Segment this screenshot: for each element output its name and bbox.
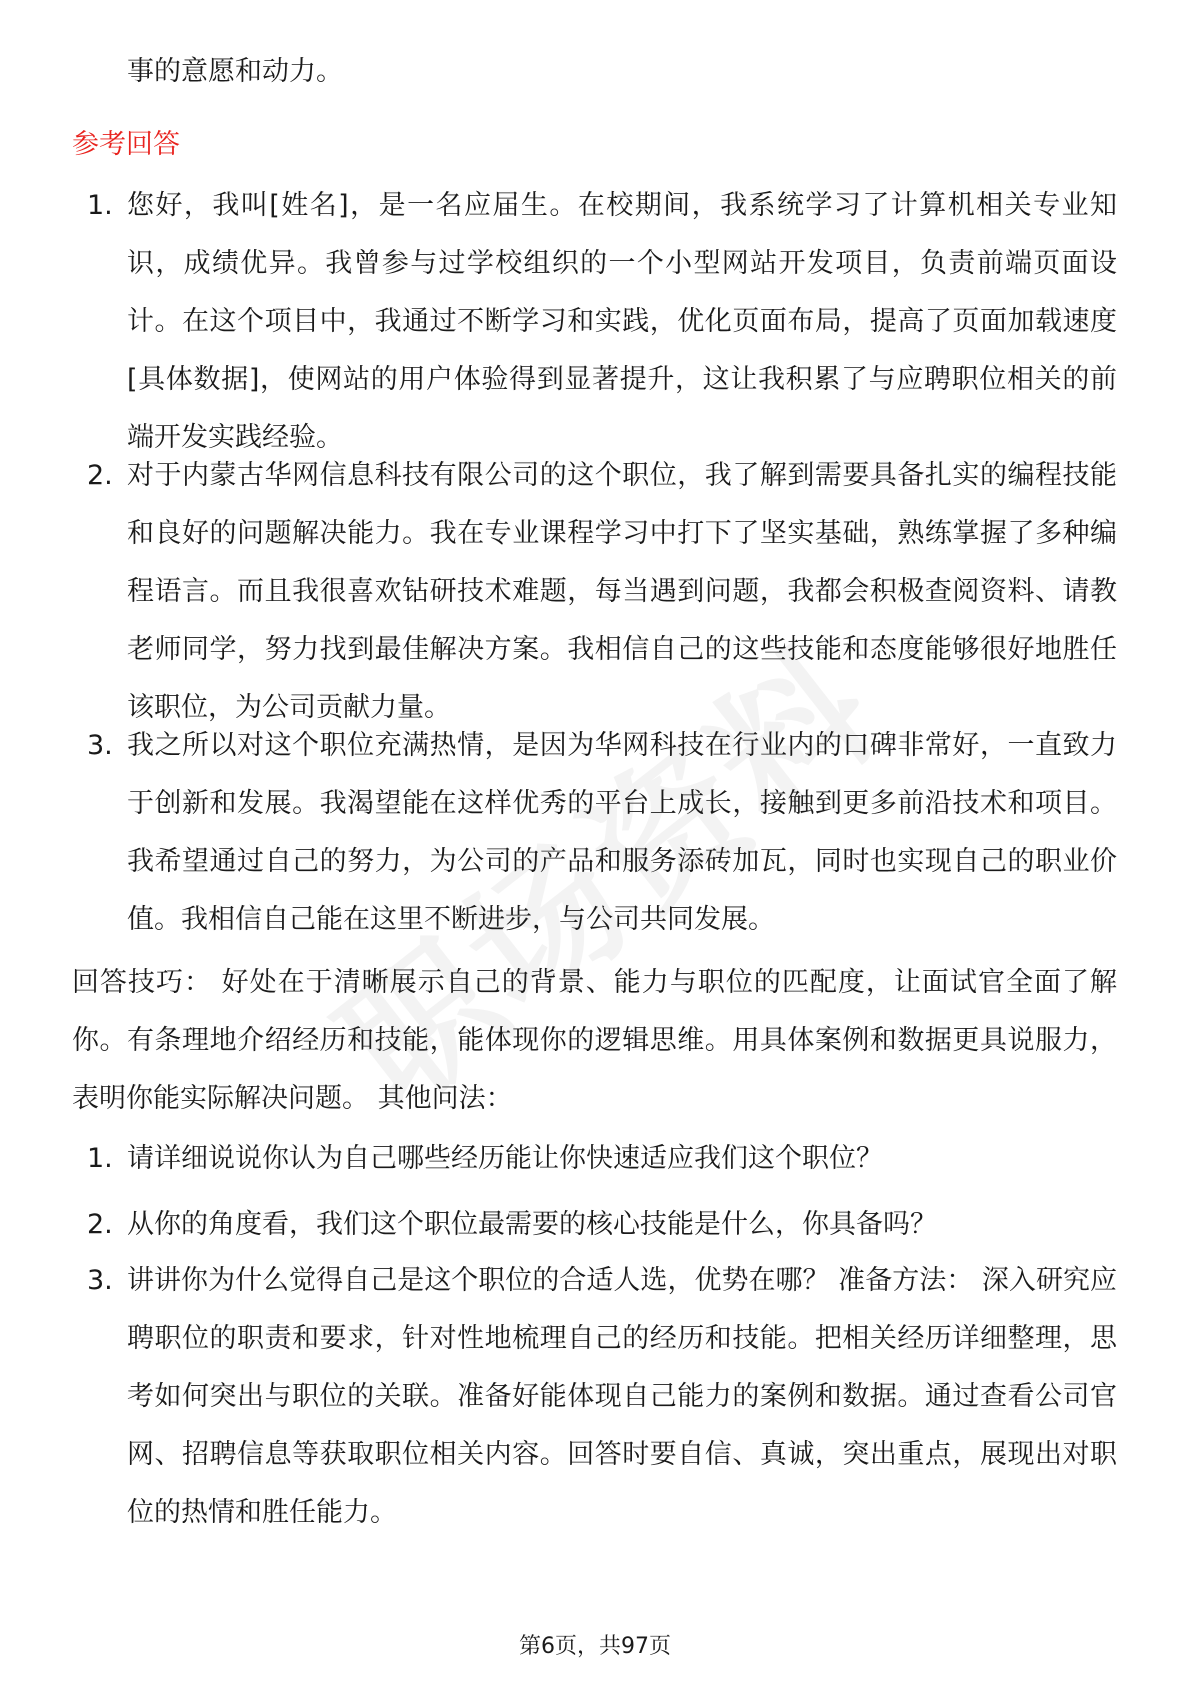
answer-text: 您好，我叫[姓名]，是一名应届生。在校期间，我系统学习了计算机相关专业知识，成绩优异。我曾参与过学校组织的一个小型网站开发项目，负责前端页面设计。在这个项目中，我通过不断学习和实践，优化页面布局，提高了页面加载速度[具体数据]，使网站的用户体验得到显著提升，这让我积累了与应聘职位相关的前端开发实践经验。 <box>127 190 1117 453</box>
list-number: 2. <box>87 1209 113 1240</box>
question-text: 讲讲你为什么觉得自己是这个职位的合适人选，优势在哪？ 准备方法： 深入研究应聘职位的职责和要求，针对性地梳理自己的经历和技能。把相关经历详细整理，思考如何突出与职位的关联。准备好能体现自己能力的案例和数据。通过查看公司官网、招聘信息等获取职位相关内容。回答时要自信、真诚，突出重点，展现出对职位的热情和胜任能力。 <box>127 1265 1117 1528</box>
list-number: 3. <box>87 730 113 761</box>
question-text: 请详细说说你认为自己哪些经历能让你快速适应我们这个职位？ <box>127 1143 883 1174</box>
list-number: 2. <box>87 460 113 491</box>
question-text: 从你的角度看，我们这个职位最需要的核心技能是什么，你具备吗？ <box>127 1209 937 1240</box>
list-number: 1. <box>87 1143 113 1174</box>
answer-text: 对于内蒙古华网信息科技有限公司的这个职位，我了解到需要具备扎实的编程技能和良好的问题解决能力。我在专业课程学习中打下了坚实基础，熟练掌握了多种编程语言。而且我很喜欢钻研技术难题，每当遇到问题，我都会积极查阅资料、请教老师同学，努力找到最佳解决方案。我相信自己的这些技能和态度能够很好地胜任该职位，为公司贡献力量。 <box>127 460 1117 723</box>
page-footer: 第6页，共97页 <box>519 1634 671 1659</box>
answer-text: 我之所以对这个职位充满热情，是因为华网科技在行业内的口碑非常好，一直致力于创新和发展。我渴望能在这样优秀的平台上成长，接触到更多前沿技术和项目。我希望通过自己的努力，为公司的产品和服务添砖加瓦，同时也实现自己的职业价值。我相信自己能在这里不断进步，与公司共同发展。 <box>127 730 1117 935</box>
intro-tail-text: 事的意愿和动力。 <box>127 56 343 87</box>
list-number: 3. <box>87 1265 113 1296</box>
list-number: 1. <box>87 190 113 221</box>
tips-paragraph: 回答技巧： 好处在于清晰展示自己的背景、能力与职位的匹配度，让面试官全面了解你。有条理地介绍经历和技能，能体现你的逻辑思维。用具体案例和数据更具说服力，表明你能实际解决问题。 其他问法： <box>72 967 1117 1114</box>
section-heading: 参考回答 <box>72 129 180 160</box>
